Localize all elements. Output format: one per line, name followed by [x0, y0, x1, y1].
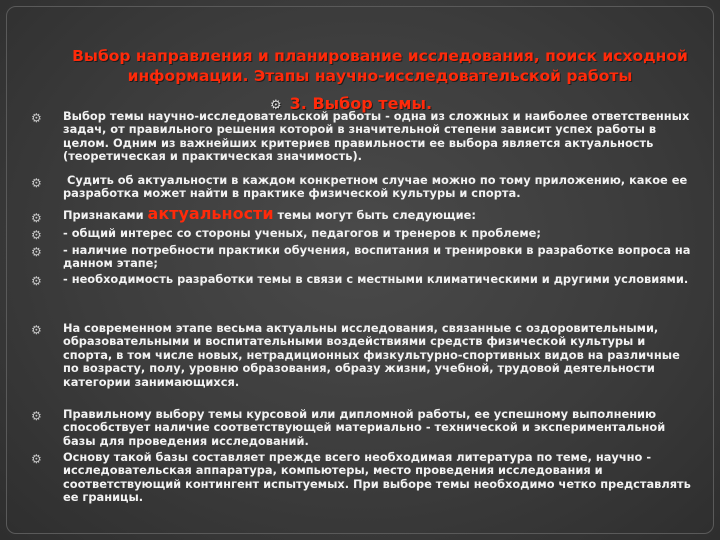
gear-bullet-icon: ⚙ [31, 409, 42, 423]
title-line-2: информации. Этапы научно-исследовательской работы [127, 67, 633, 85]
gear-bullet-icon: ⚙ [31, 176, 42, 190]
title-line-1: Выбор направления и планирование исследования, поиск исходной [72, 47, 688, 65]
gear-bullet-icon: ⚙ [31, 323, 42, 337]
gear-bullet-icon: ⚙ [31, 211, 42, 225]
paragraph-topic-choice: Выбор темы научно-исследовательской работы - одна из сложных и наиболее ответственных задач, от правильного решения которой в значительной степени зависит успех работы в целом. Одним из важнейших критериев правильности ее выбора является актуальность (теоретическая и практическая значимость). [63, 109, 690, 164]
relevance-accent-word: актуальности [147, 204, 274, 223]
gear-bullet-icon: ⚙ [31, 111, 42, 125]
gear-bullet-icon: ⚙ [270, 98, 282, 113]
relevance-signs-lead: Признаками [63, 208, 148, 222]
gear-bullet-icon: ⚙ [31, 274, 42, 288]
paragraph-current-research: На современном этапе весьма актуальны исследования, связанные с оздоровительными, образовательными и воспитательными воздействиями средств физической культуры и спорта, в том числе новых, нетрадиционных физкультурно-спортивных видов на различные по возрасту, полу, уровню образования, образу жизни, учебной, трудовой деятельности категории занимающихся. [63, 321, 680, 389]
relevance-signs-tail: темы могут быть следующие: [273, 208, 476, 222]
paragraph-relevance-signs [63, 206, 693, 223]
gear-bullet-icon: ⚙ [31, 245, 42, 259]
subtitle-text: 3. Выбор темы. [289, 94, 433, 113]
paragraph-relevance-judgement: Судить об актуальности в каждом конкретном случае можно по тому приложению, какое ее разработка может найти в практике физической культуры и спорта. [63, 173, 688, 201]
gear-bullet-icon: ⚙ [31, 228, 42, 242]
gear-bullet-icon: ⚙ [31, 452, 42, 466]
paragraph-base-foundation: Основу такой базы составляет прежде всего необходимая литература по теме, научно - исследовательская аппаратура, компьютеры, место проведения исследования и соответствующий контингент испытуемых. При выборе темы необходимо четко представлять ее границы. [63, 450, 691, 505]
list-item-local-conditions: - необходимость разработки темы в связи с местными климатическими и другими условиями. [63, 272, 689, 286]
paragraph-material-base: Правильному выбору темы курсовой или дипломной работы, ее успешному выполнению способствует наличие соответствующей материально - технической и экспериментальной базы для проведения исследований. [63, 407, 666, 448]
list-item-interest: - общий интерес со стороны ученых, педагогов и тренеров к проблеме; [63, 226, 541, 240]
list-item-practice-need: - наличие потребности практики обучения, воспитания и тренировки в разработке вопроса на данном этапе; [63, 243, 691, 271]
